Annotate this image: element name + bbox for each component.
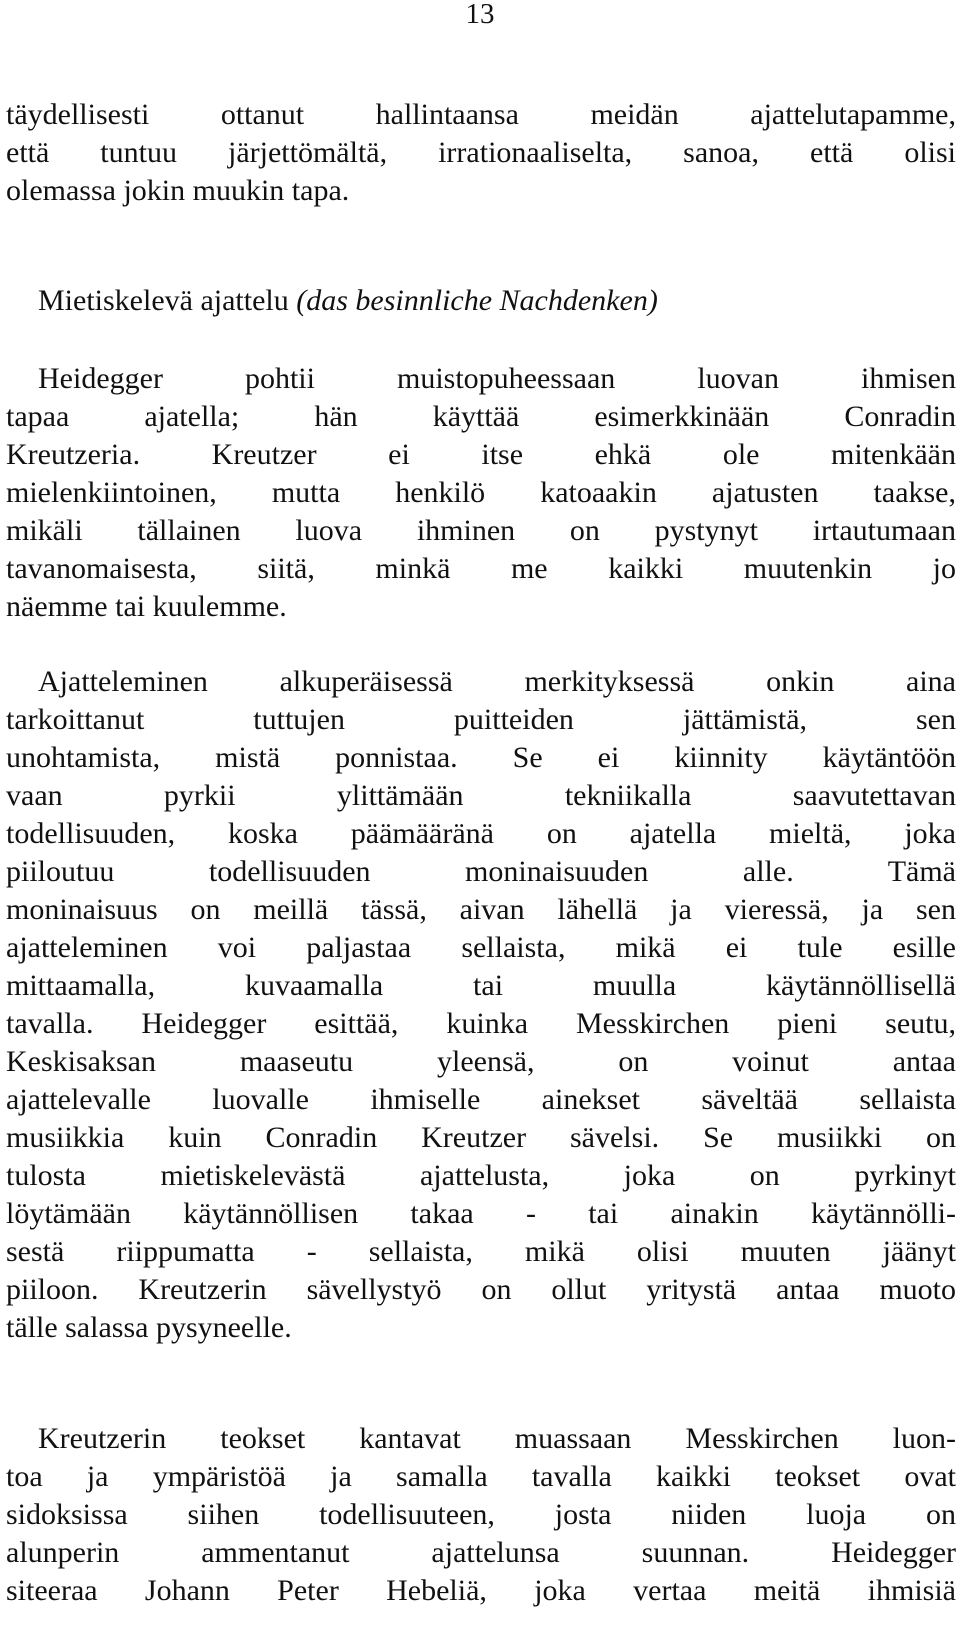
text-line: löytämään käytännöllisen takaa - tai ainakin käytännölli-: [6, 1197, 956, 1230]
text-line: mittaamalla, kuvaamalla tai muulla käytännöllisellä: [6, 969, 956, 1002]
text-line: mielenkiintoinen, mutta henkilö katoaakin ajatusten taakse,: [6, 476, 956, 509]
text-line: mikäli tällainen luova ihminen on pystynyt irtautumaan: [6, 514, 956, 547]
page-number: 13: [465, 0, 495, 30]
text-line: siteeraa Johann Peter Hebeliä, joka vertaa meitä ihmisiä: [6, 1574, 956, 1607]
text-line: Keskisaksan maaseutu yleensä, on voinut antaa: [6, 1045, 956, 1078]
section-heading: [38, 282, 658, 320]
heading-foreign-term: (das besinnliche Nachdenken): [296, 284, 658, 317]
text-line: sidoksissa siihen todellisuuteen, josta niiden luoja on: [6, 1498, 956, 1531]
text-line: Heidegger pohtii muistopuheessaan luovan ihmisen: [38, 362, 956, 395]
text-line: moninaisuus on meillä tässä, aivan lähellä ja vieressä, ja sen: [6, 893, 956, 926]
text-line: tulosta mietiskelevästä ajattelusta, joka on pyrkinyt: [6, 1159, 956, 1192]
paragraph-2: [6, 360, 956, 626]
text-line: että tuntuu järjettömältä, irrationaaliselta, sanoa, että olisi: [6, 136, 956, 169]
text-line: unohtamista, mistä ponnistaa. Se ei kiinnity käytäntöön: [6, 741, 956, 774]
text-line: Ajatteleminen alkuperäisessä merkityksessä onkin aina: [38, 665, 956, 698]
heading-text: Mietiskelevä ajattelu: [38, 284, 289, 317]
paragraph-3: [6, 663, 956, 1347]
text-line: tarkoittanut tuttujen puitteiden jättämistä, sen: [6, 703, 956, 736]
text-line: tavalla. Heidegger esittää, kuinka Messkirchen pieni seutu,: [6, 1007, 956, 1040]
text-line: piiloon. Kreutzerin sävellystyö on ollut yritystä antaa muoto: [6, 1273, 956, 1306]
text-line: alunperin ammentanut ajattelunsa suunnan. Heidegger: [6, 1536, 956, 1569]
text-line: olemassa jokin muukin tapa.: [6, 174, 350, 207]
text-line: vaan pyrkii ylittämään tekniikalla saavutettavan: [6, 779, 956, 812]
text-line: tavanomaisesta, siitä, minkä me kaikki muutenkin jo: [6, 552, 956, 585]
text-line: tapaa ajatella; hän käyttää esimerkkinään Conradin: [6, 400, 956, 433]
text-line: toa ja ympäristöä ja samalla tavalla kaikki teokset ovat: [6, 1460, 956, 1493]
text-line: tälle salassa pysyneelle.: [6, 1311, 292, 1344]
text-line: täydellisesti ottanut hallintaansa meidän ajattelutapamme,: [6, 98, 956, 131]
text-line: Kreutzeria. Kreutzer ei itse ehkä ole mitenkään: [6, 438, 956, 471]
text-line: musiikkia kuin Conradin Kreutzer sävelsi. Se musiikki on: [6, 1121, 956, 1154]
text-line: piiloutuu todellisuuden moninaisuuden alle. Tämä: [6, 855, 956, 888]
paragraph-1: [6, 96, 956, 210]
text-line: näemme tai kuulemme.: [6, 590, 287, 623]
text-line: ajatteleminen voi paljastaa sellaista, mikä ei tule esille: [6, 931, 956, 964]
text-line: sestä riippumatta - sellaista, mikä olisi muuten jäänyt: [6, 1235, 956, 1268]
text-line: todellisuuden, koska päämääränä on ajatella mieltä, joka: [6, 817, 956, 850]
text-line: ajattelevalle luovalle ihmiselle ainekset säveltää sellaista: [6, 1083, 956, 1116]
paragraph-4: [6, 1420, 956, 1610]
text-line: Kreutzerin teokset kantavat muassaan Messkirchen luon-: [38, 1422, 956, 1455]
